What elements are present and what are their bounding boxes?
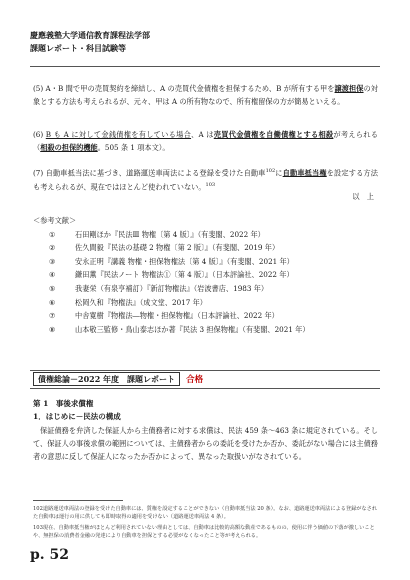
report-title-row <box>33 372 203 386</box>
result-badge: 合格 <box>186 375 204 385</box>
header-institution: 慶應義塾大学通信教育課程法学部 <box>30 30 150 40</box>
reference-item: ④ 鎌田薫『民法ノート 物権法①〔第 4 版〕』（日本評論社、2022 年） <box>49 270 294 280</box>
footnote-103: 103現在、自動車抵当権がほとんど利用されていない理由としては、自動車は比較的高額な動産であるものの、使用に伴う価値の下落が激しいことや、無担保の消費者金融の発達により自動車を担保とする必要がなくなったこと等が考えられる。 <box>33 525 375 539</box>
footnote-102: 102道路運送車両法の登録を受けた自動車には、質権を設定することができない（自動車抵当法 20 条）。なお、道路運送車両法による登録がなされた自動車は運行の用に供しても即時取得の適用を受けない（道路運送車両法 4 条）。 <box>33 506 378 520</box>
reference-item: ① 石田剛ほか『民法Ⅲ 物権〔第 4 版〕』（有斐閣、2022 年） <box>49 229 265 239</box>
emphasis-joto-tanpo: 譲渡担保 <box>334 84 364 93</box>
reference-item: ⑦ 中舎寛樹『物権法―物権・担保物権』（日本評論社、2022 年） <box>49 311 279 321</box>
references-list <box>33 214 378 336</box>
reference-item: ⑧ 山本敬三監修・鳥山泰志ほか著『民法 3 担保物権』（有斐閣、2021 年） <box>49 324 310 334</box>
section-divider-top <box>30 370 380 371</box>
page-number: p. 52 <box>30 547 70 563</box>
subsection-heading: 1．はじめに－民法の構成 <box>33 412 121 421</box>
reference-item: ⑥ 松岡久和『物権法』（成文堂、2017 年） <box>49 297 207 307</box>
header-rule <box>30 66 380 67</box>
reference-item: ③ 安永正明『講義 物権・担保物権法〔第 4 版〕』（有斐閣、2021 年） <box>49 256 294 266</box>
paragraph-7: (7) 自動車抵当法に基づき、道路運送車両法による登録を受けた自動車$^{102}$に自動車抵当権を設定する方法も考えられるが、現在ではほとんど使われていない。$^{103}$ <box>33 168 378 192</box>
report-title: 債権総論－2022 年度 課題レポート <box>33 372 180 386</box>
paragraph-6: (6) B も A に対して金銭債権を有している場合、A は売買代金債権を自働債権とする相殺が考えられる（相殺の担保的機能。505 条 1 項本文）。 <box>33 130 378 152</box>
paragraph-5: (5) A・B 間で甲の売買契約を締結し、A の売買代金債権を担保するため、B が所有する甲を譲渡担保の対象とする方法も考えられるが、元々、甲は A の所有物なので、所有権留保の方が簡易といえる。 <box>33 84 378 106</box>
header-doc-type: 課題レポート・科目試験等 <box>30 43 126 53</box>
report-body: 保証債務を弁済した保証人から主債務者に対する求償は、民法 459 条～463 条に規定されている。そして、保証人の事後求償の範囲については、主債務者からの委託を受けたか否か、委託がない場合には主債務者の意思に反して保証人になったか否かによって、異なった取扱いがなされている。 <box>33 426 378 461</box>
reference-item: ⑤ 我妻栄（有泉亨補訂）『新訂物権法』（岩波書店、1983 年） <box>49 283 269 293</box>
section-divider-bottom <box>30 388 380 389</box>
section-heading: 第 1 事後求償権 <box>33 399 94 408</box>
references-title: ＜参考文献＞ <box>33 216 77 225</box>
footnote-rule <box>33 500 123 501</box>
reference-item: ② 佐久間毅『民法の基礎 2 物権〔第 2 版〕』（有斐閣、2019 年） <box>49 243 280 253</box>
closing-ijo: 以 上 <box>352 192 374 201</box>
